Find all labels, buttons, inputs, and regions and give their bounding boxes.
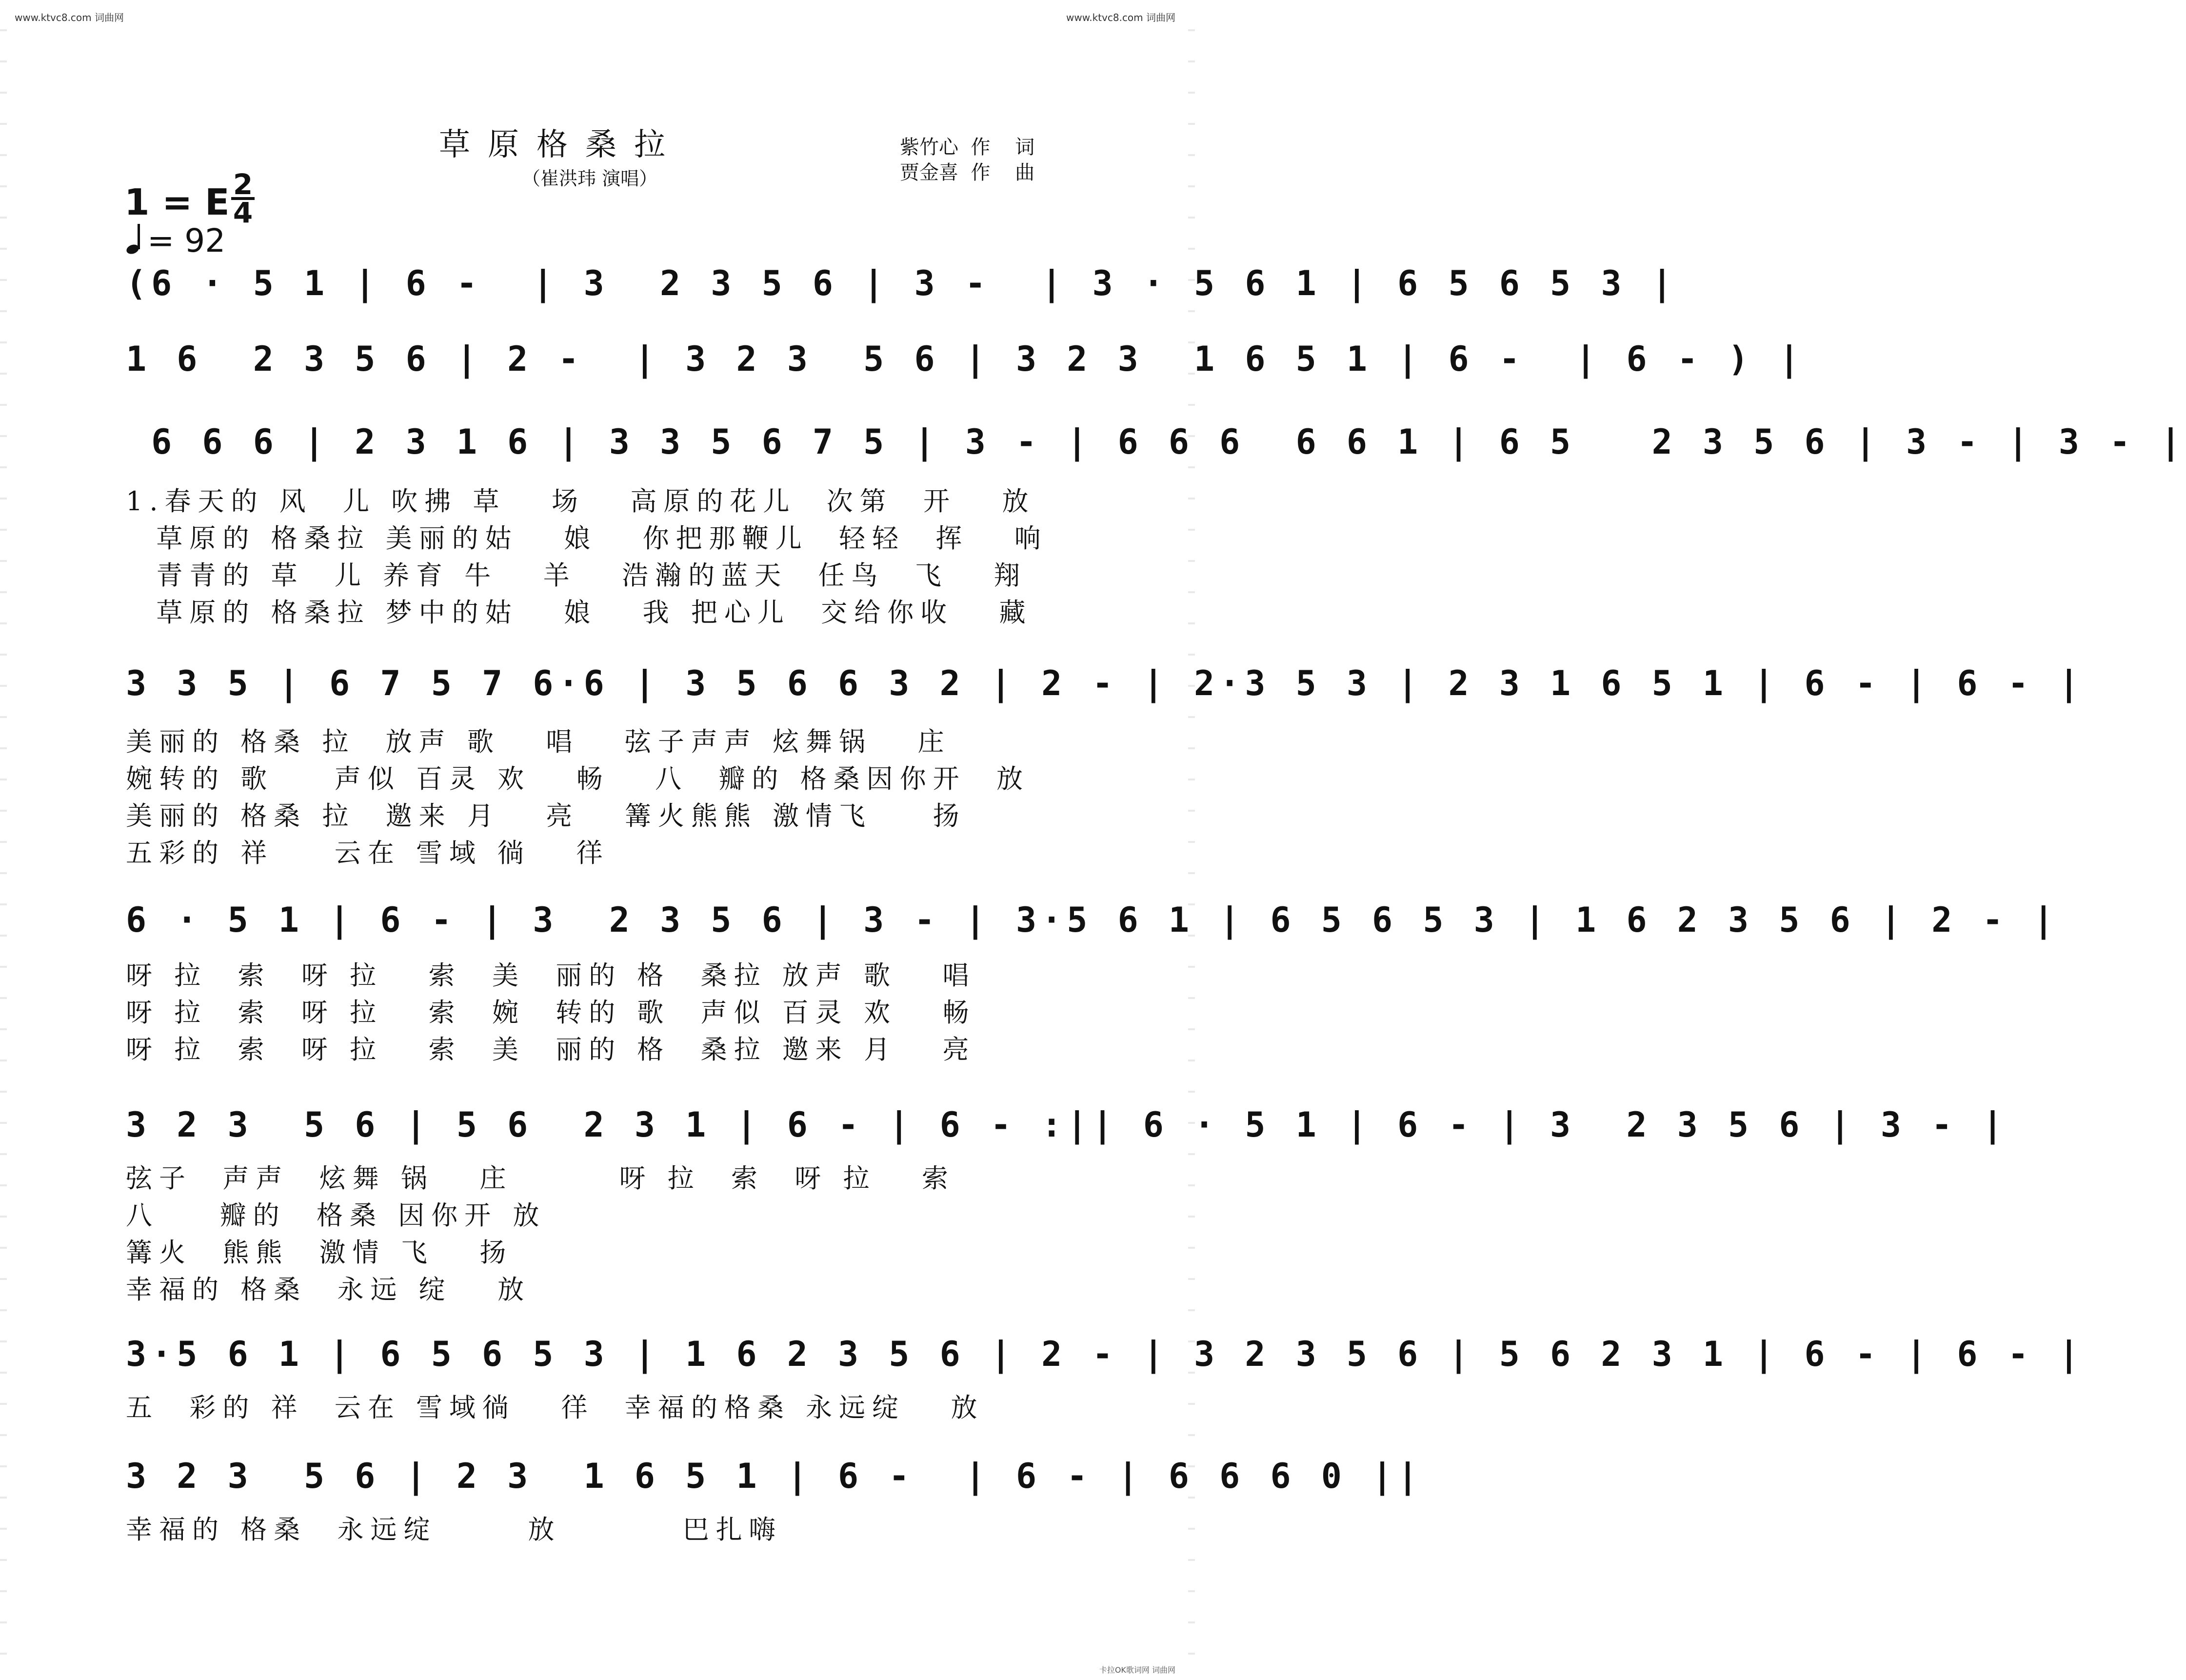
lyric-line-4-verse-2: 婉转的 歌 声似 百灵 欢 畅 八 瓣的 格桑因你开 放: [126, 763, 1030, 794]
top-right-watermark: www.ktvc8.com 词曲网: [1066, 12, 1175, 23]
top-left-watermark: www.ktvc8.com 词曲网: [15, 12, 124, 23]
lyric-line-3-verse-1: 1.春天的 风 儿 吹拂 草 场 高原的花儿 次第 开 放: [126, 486, 1035, 517]
left-border-strip: [0, 0, 7, 1680]
tempo-marking: = 92: [147, 222, 226, 260]
quarter-note-icon: [126, 222, 145, 256]
lyric-line-6-verse-1: 弦子 声声 炫舞 锅 庄 呀 拉 索 呀 拉 索: [126, 1163, 955, 1194]
time-bottom: 4: [233, 196, 253, 229]
lyric-line-5-verse-2: 呀 拉 索 呀 拉 索 婉 转的 歌 声似 百灵 欢 畅: [126, 997, 976, 1028]
time-top: 2: [233, 168, 253, 201]
lyric-line-4-verse-3: 美丽的 格桑 拉 邀来 月 亮 篝火熊熊 激情飞 扬: [126, 800, 966, 831]
lyric-line-3-verse-2: 草原的 格桑拉 美丽的姑 娘 你把那鞭儿 轻轻 挥 响: [126, 523, 1048, 554]
notes-line-8: 3 2 3 5 6 | 2 3 1 6 5 1 | 6 - | 6 - | 6 6 6 0 ||: [126, 1456, 1423, 1496]
performer: （崔洪玮 演唱）: [522, 168, 658, 189]
lyric-line-4-verse-4: 五彩的 祥 云在 雪域 徜 徉: [126, 838, 610, 868]
lyric-line-3-verse-4: 草原的 格桑拉 梦中的姑 娘 我 把心儿 交给你收 藏: [126, 597, 1033, 628]
lyric-line-5-verse-1: 呀 拉 索 呀 拉 索 美 丽的 格 桑拉 放声 歌 唱: [126, 960, 976, 991]
lyric-line-4-verse-1: 美丽的 格桑 拉 放声 歌 唱 弦子声声 炫舞锅 庄: [126, 726, 951, 757]
notes-line-5: 6 · 5 1 | 6 - | 3 2 3 5 6 | 3 - | 3·5 6 1 | 6 5 6 5 3 | 1 6 2 3 5 6 | 2 - |: [126, 900, 2059, 940]
notes-line-3: 6 6 6 | 2 3 1 6 | 3 3 5 6 7 5 | 3 - | 6 6 6 6 6 1 | 6 5 2 3 5 6 | 3 - | 3 - |: [126, 422, 2186, 462]
lyric-line-3-verse-3: 青青的 草 儿 养育 牛 羊 浩瀚的蓝天 任鸟 飞 翔: [126, 560, 1027, 591]
lyric-line-7-verse-1: 五 彩的 祥 云在 雪域徜 徉 幸福的格桑 永远绽 放: [126, 1392, 984, 1423]
composer-credit: 贾金喜 作 曲: [900, 161, 1035, 184]
key-signature: 1 = E: [124, 181, 230, 223]
lyric-line-8-verse-1: 幸福的 格桑 永远绽 放 巴扎嗨: [126, 1514, 782, 1545]
song-title: 草原格桑拉: [439, 127, 683, 163]
notes-line-2: 1 6 2 3 5 6 | 2 - | 3 2 3 5 6 | 3 2 3 1 6 5 1 | 6 - | 6 - ) |: [126, 339, 1805, 379]
right-border-strip: [1188, 0, 1195, 1680]
notes-line-6: 3 2 3 5 6 | 5 6 2 3 1 | 6 - | 6 - :|| 6 · 5 1 | 6 - | 3 2 3 5 6 | 3 - |: [126, 1105, 2008, 1145]
footer-watermark: 卡拉OK歌词网 词曲网: [1099, 1665, 1175, 1675]
time-signature: [228, 168, 258, 229]
notes-line-1: (6 · 5 1 | 6 - | 3 2 3 5 6 | 3 - | 3 · 5 6 1 | 6 5 6 5 3 |: [126, 263, 1677, 303]
lyric-line-6-verse-2: 八 瓣的 格桑 因你开 放: [126, 1200, 546, 1231]
notes-line-7: 3·5 6 1 | 6 5 6 5 3 | 1 6 2 3 5 6 | 2 - | 3 2 3 5 6 | 5 6 2 3 1 | 6 - | 6 - |: [126, 1334, 2085, 1374]
lyricist-credit: 紫竹心 作 词: [900, 136, 1035, 159]
lyric-line-5-verse-3: 呀 拉 索 呀 拉 索 美 丽的 格 桑拉 邀来 月 亮: [126, 1034, 976, 1065]
lyric-line-6-verse-3: 篝火 熊熊 激情 飞 扬: [126, 1237, 513, 1268]
notes-line-4: 3 3 5 | 6 7 5 7 6·6 | 3 5 6 6 3 2 | 2 - | 2·3 5 3 | 2 3 1 6 5 1 | 6 - | 6 - |: [126, 663, 2085, 703]
lyric-line-6-verse-4: 幸福的 格桑 永远 绽 放: [126, 1274, 531, 1305]
